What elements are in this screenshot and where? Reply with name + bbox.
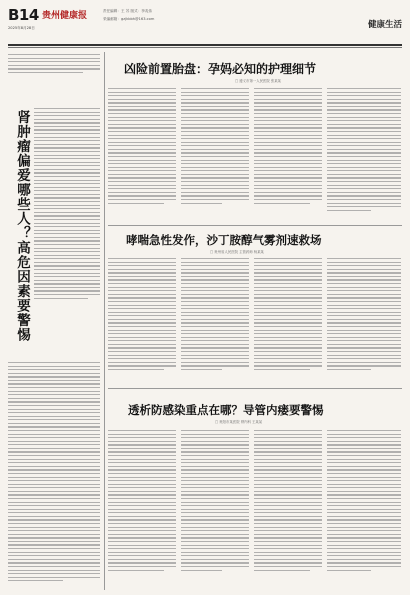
story-top-headline: 凶险前置胎盘：孕妈必知的护理细节	[124, 62, 317, 76]
left-story-intro	[8, 54, 100, 75]
left-story-body-1	[34, 108, 100, 301]
editor-line: 责任编辑：王 苏 版式：李兆伟	[103, 9, 153, 13]
story-bottom-headline: 透析防感染重点在哪？导管内瘘要警惕	[128, 403, 324, 417]
story-middle-headline: 哮喘急性发作，沙丁胺醇气雾剂速救场	[126, 233, 322, 247]
story-top-col-1	[108, 88, 176, 206]
story-middle-col-3	[254, 258, 322, 373]
story-bottom-col-3	[254, 430, 322, 573]
section-name: 健康生活	[367, 20, 402, 30]
story-bottom-col-2	[181, 430, 249, 573]
masthead-rule	[8, 44, 402, 46]
story-middle-byline: □ 贵州省人民医院 主管药师 杨某某	[210, 250, 264, 254]
story-divider-2	[108, 388, 402, 389]
story-top-byline: □ 遵义市第一人民医院 张某某	[235, 79, 282, 83]
date-line: 2025年8月28日	[8, 26, 35, 30]
masthead	[8, 6, 402, 44]
story-middle-col-4	[327, 258, 401, 373]
story-top-col-3	[254, 88, 322, 206]
left-story-title: 肾肿瘤偏爱哪些人？高危因素要警惕	[14, 110, 30, 342]
story-top-col-2	[181, 88, 249, 206]
story-middle-col-2	[181, 258, 249, 373]
story-middle-col-1	[108, 258, 176, 373]
email-line: 采编邮箱：gzjkbbh@163.com	[103, 17, 155, 21]
left-column-rule	[104, 52, 105, 590]
left-story	[8, 52, 102, 590]
story-bottom-col-1	[108, 430, 176, 573]
story-divider-1	[108, 225, 402, 226]
story-top-col-4	[327, 88, 401, 213]
paper-name: 贵州健康报	[42, 11, 88, 21]
left-story-body-2	[8, 362, 100, 584]
masthead-rule-thin	[8, 47, 402, 48]
story-bottom-byline: □ 贵阳市某医院 肾内科 王某某	[215, 420, 263, 424]
page-number: B14	[8, 6, 39, 24]
story-bottom-col-4	[327, 430, 401, 573]
